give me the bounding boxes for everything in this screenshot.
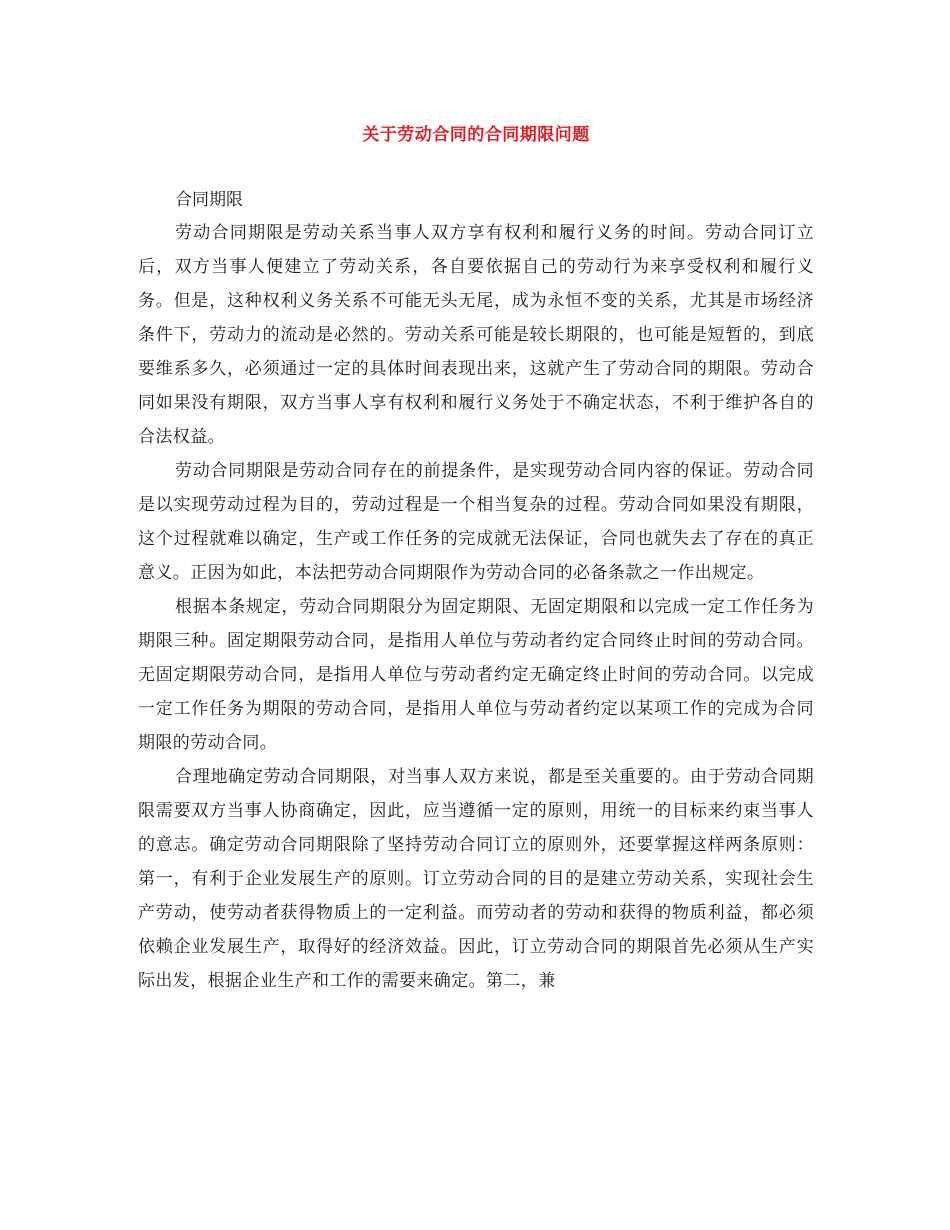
body-paragraph-4: 合理地确定劳动合同期限，对当事人双方来说，都是至关重要的。由于劳动合同期限需要双方当事人协商确定，因此，应当遵循一定的原则，用统一的目标来约束当事人的意志。确定劳动合同期限除了坚持劳动合同订立的原则外，还要掌握这样两条原则：第一，有利于企业发展生产的原则。订立劳动合同的目的是建立劳动关系，实现社会生产劳动，使劳动者获得物质上的一定利益。而劳动者的劳动和获得的物质利益，都必须依赖企业发展生产，取得好的经济效益。因此，订立劳动合同的期限首先必须从生产实际出发，根据企业生产和工作的需要来确定。第二，兼 bbox=[138, 767, 814, 991]
body-paragraph-3: 根据本条规定，劳动合同期限分为固定期限、无固定期限和以完成一定工作任务为期限三种。固定期限劳动合同，是指用人单位与劳动者约定合同终止时间的劳动合同。无固定期限劳动合同，是指用人单位与劳动者约定无确定终止时间的劳动合同。以完成一定工作任务为期限的劳动合同，是指用人单位与劳动者约定以某项工作的完成为合同期限的劳动合同。 bbox=[138, 597, 814, 753]
body-paragraph-1: 劳动合同期限是劳动关系当事人双方享有权利和履行义务的时间。劳动合同订立后，双方当事人便建立了劳动关系，各自要依据自己的劳动行为来享受权利和履行义务。但是，这种权利义务关系不可能无头无尾，成为永恒不变的关系，尤其是市场经济条件下，劳动力的流动是必然的。劳动关系可能是较长期限的，也可能是短暂的，到底要维系多久，必须通过一定的具体时间表现出来，这就产生了劳动合同的期限。劳动合同如果没有期限，双方当事人享有权利和履行义务处于不确定状态，不利于维护各自的合法权益。 bbox=[138, 223, 814, 447]
body-paragraph-2: 劳动合同期限是劳动合同存在的前提条件，是实现劳动合同内容的保证。劳动合同是以实现劳动过程为目的，劳动过程是一个相当复杂的过程。劳动合同如果没有期限，这个过程就难以确定，生产或工作任务的完成就无法保证，合同也就失去了存在的真正意义。正因为如此，本法把劳动合同期限作为劳动合同的必备条款之一作出规定。 bbox=[138, 461, 814, 583]
section-heading: 合同期限 bbox=[175, 190, 243, 210]
document-page bbox=[138, 0, 814, 998]
document-title: 关于劳动合同的合同期限问题 bbox=[362, 125, 590, 145]
